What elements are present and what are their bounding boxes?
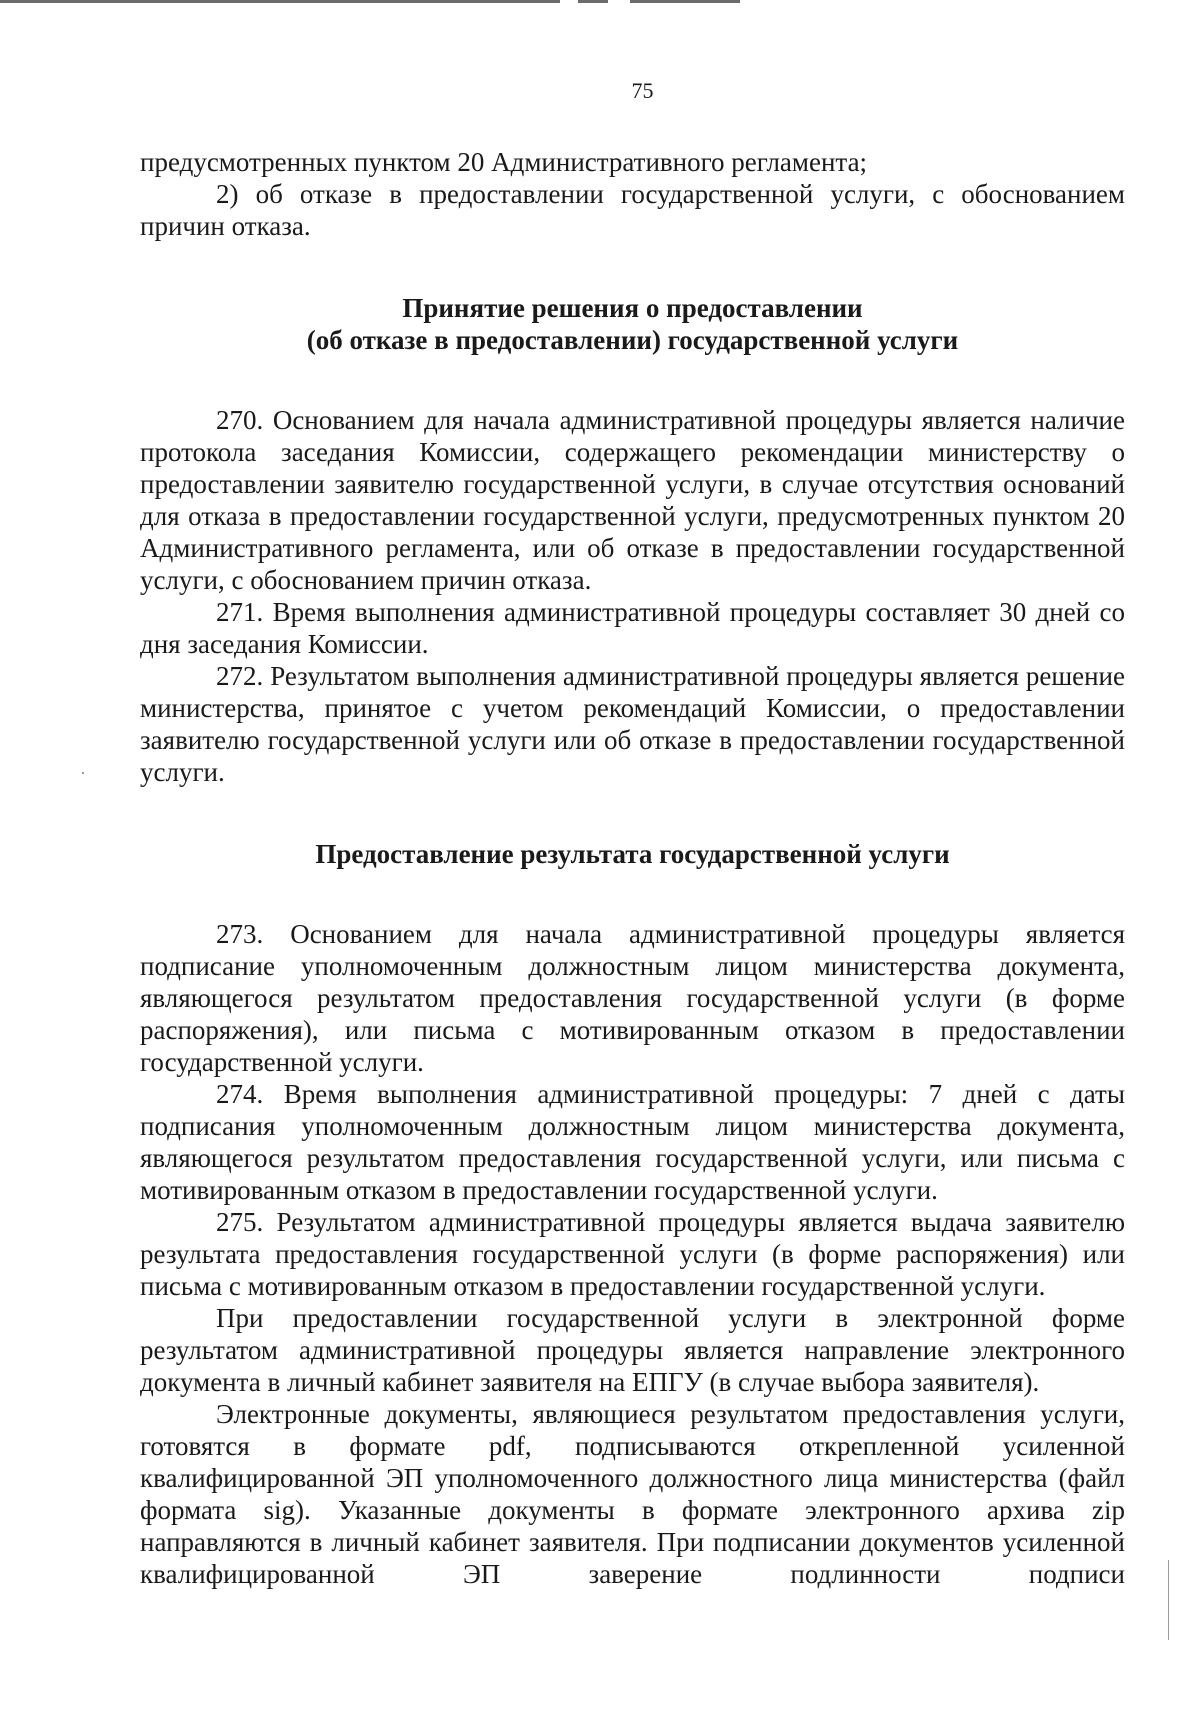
paragraph-272: 272. Результатом выполнения административной процедуры является решение министерства, принятое с учетом рекомендаций Комиссии, о предоставлении заявителю государственной услуги или об отказе в предоставлении государственной услуги.: [140, 661, 1125, 787]
paragraph-electronic-form: При предоставлении государственной услуги в электронной форме результатом административной процедуры является направление электронного документа в личный кабинет заявителя на ЕПГУ (в случае выбора заявителя).: [140, 1303, 1125, 1397]
paragraph-273: 273. Основанием для начала административной процедуры является подписание уполномоченным должностным лицом министерства документа, являющегося результатом предоставления государственной услуги (в форме распоряжения), или письма с мотивированным отказом в предоставлении государственной услуги.: [140, 919, 1125, 1077]
paragraph-270: 270. Основанием для начала административной процедуры является наличие протокола заседания Комиссии, содержащего рекомендации министерству о предоставлении заявителю государственной услуги, в случае отсутствия оснований для отказа в предоставлении государственной услуги, предусмотренных пунктом 20 Административного регламента, или об отказе в предоставлении государственной услуги, с обоснованием причин отказа.: [140, 405, 1125, 595]
section-heading-line: Принятие решения о предоставлении: [402, 293, 863, 323]
paragraph-271: 271. Время выполнения административной процедуры составляет 30 дней со дня заседания Комиссии.: [140, 597, 1125, 659]
paragraph-275: 275. Результатом административной процедуры является выдача заявителю результата предоставления государственной услуги (в форме распоряжения) или письма с мотивированным отказом в предоставлении государственной услуги.: [140, 1207, 1125, 1301]
document-page: [140, 0, 1125, 1590]
paragraph-274: 274. Время выполнения административной процедуры: 7 дней с даты подписания уполномоченным должностным лицом министерства документа, являющегося результатом предоставления государственной услуги, или письма с мотивированным отказом в предоставлении государственной услуги.: [140, 1079, 1125, 1205]
section-heading-line: (об отказе в предоставлении) государственной услуги: [306, 325, 959, 355]
section-heading-line: Предоставление результата государственной услуги: [315, 839, 950, 869]
paragraph-electronic-documents: Электронные документы, являющиеся результатом предоставления услуги, готовятся в формате pdf, подписываются открепленной усиленной квалифицированной ЭП уполномоченного должностного лица министерства (файл формата sig). Указанные документы в формате электронного архива zip направляются в личный кабинет заявителя. При подписании документов усиленной квалифицированной ЭП заверение подлинности подписи: [140, 1399, 1125, 1589]
scan-speck: [1168, 1560, 1169, 1640]
paragraph: предусмотренных пунктом 20 Административного регламента;: [140, 147, 868, 177]
scan-speck: [82, 772, 84, 774]
section-heading: [140, 838, 1125, 870]
paragraph: 2) об отказе в предоставлении государственной услуги, с обоснованием причин отказа.: [140, 179, 1125, 241]
page-number: 75: [631, 78, 654, 103]
section-heading: [140, 292, 1125, 356]
